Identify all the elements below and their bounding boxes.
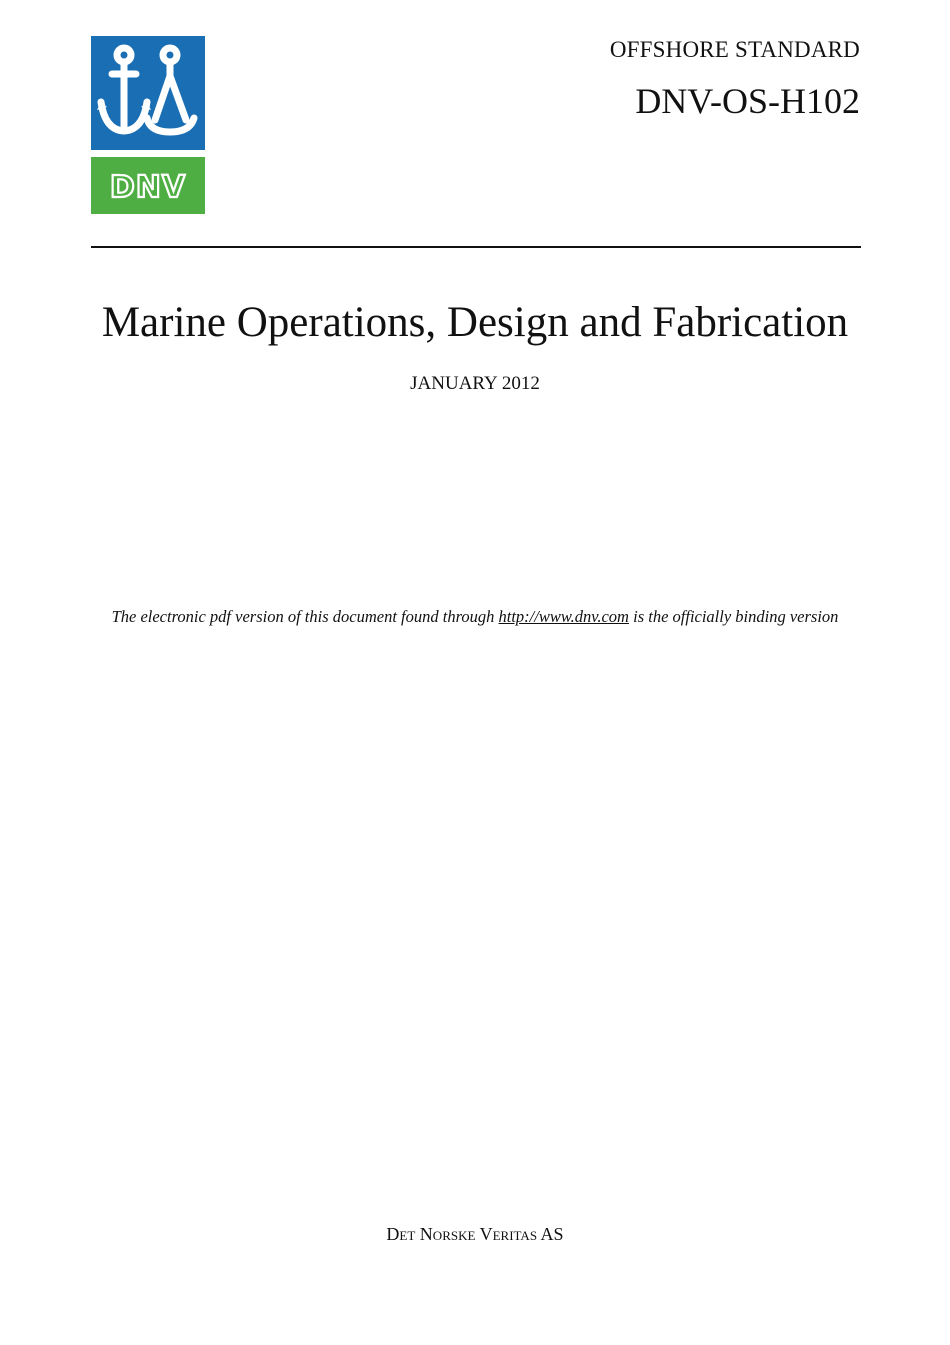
document-code: DNV-OS-H102 bbox=[635, 81, 860, 121]
publication-date: JANUARY 2012 bbox=[410, 373, 540, 394]
header-divider bbox=[91, 246, 861, 248]
dnv-logo bbox=[91, 157, 205, 214]
dnv-wordmark-text: DNV bbox=[109, 169, 187, 203]
notice-text-after: is the officially binding version bbox=[628, 607, 839, 626]
binding-version-notice bbox=[0, 607, 950, 627]
publisher-name: Det Norske Veritas AS bbox=[386, 1224, 564, 1244]
dnv-wordmark bbox=[96, 169, 200, 203]
anchor-and-scales-icon bbox=[91, 36, 205, 150]
document-type: OFFSHORE STANDARD bbox=[609, 37, 860, 62]
page-title: Marine Operations, Design and Fabrication bbox=[101, 299, 849, 346]
notice-text-before: The electronic pdf version of this document found through bbox=[111, 607, 499, 626]
dnv-emblem bbox=[91, 36, 205, 150]
dnv-website-link[interactable]: http://www.dnv.com bbox=[498, 607, 629, 626]
